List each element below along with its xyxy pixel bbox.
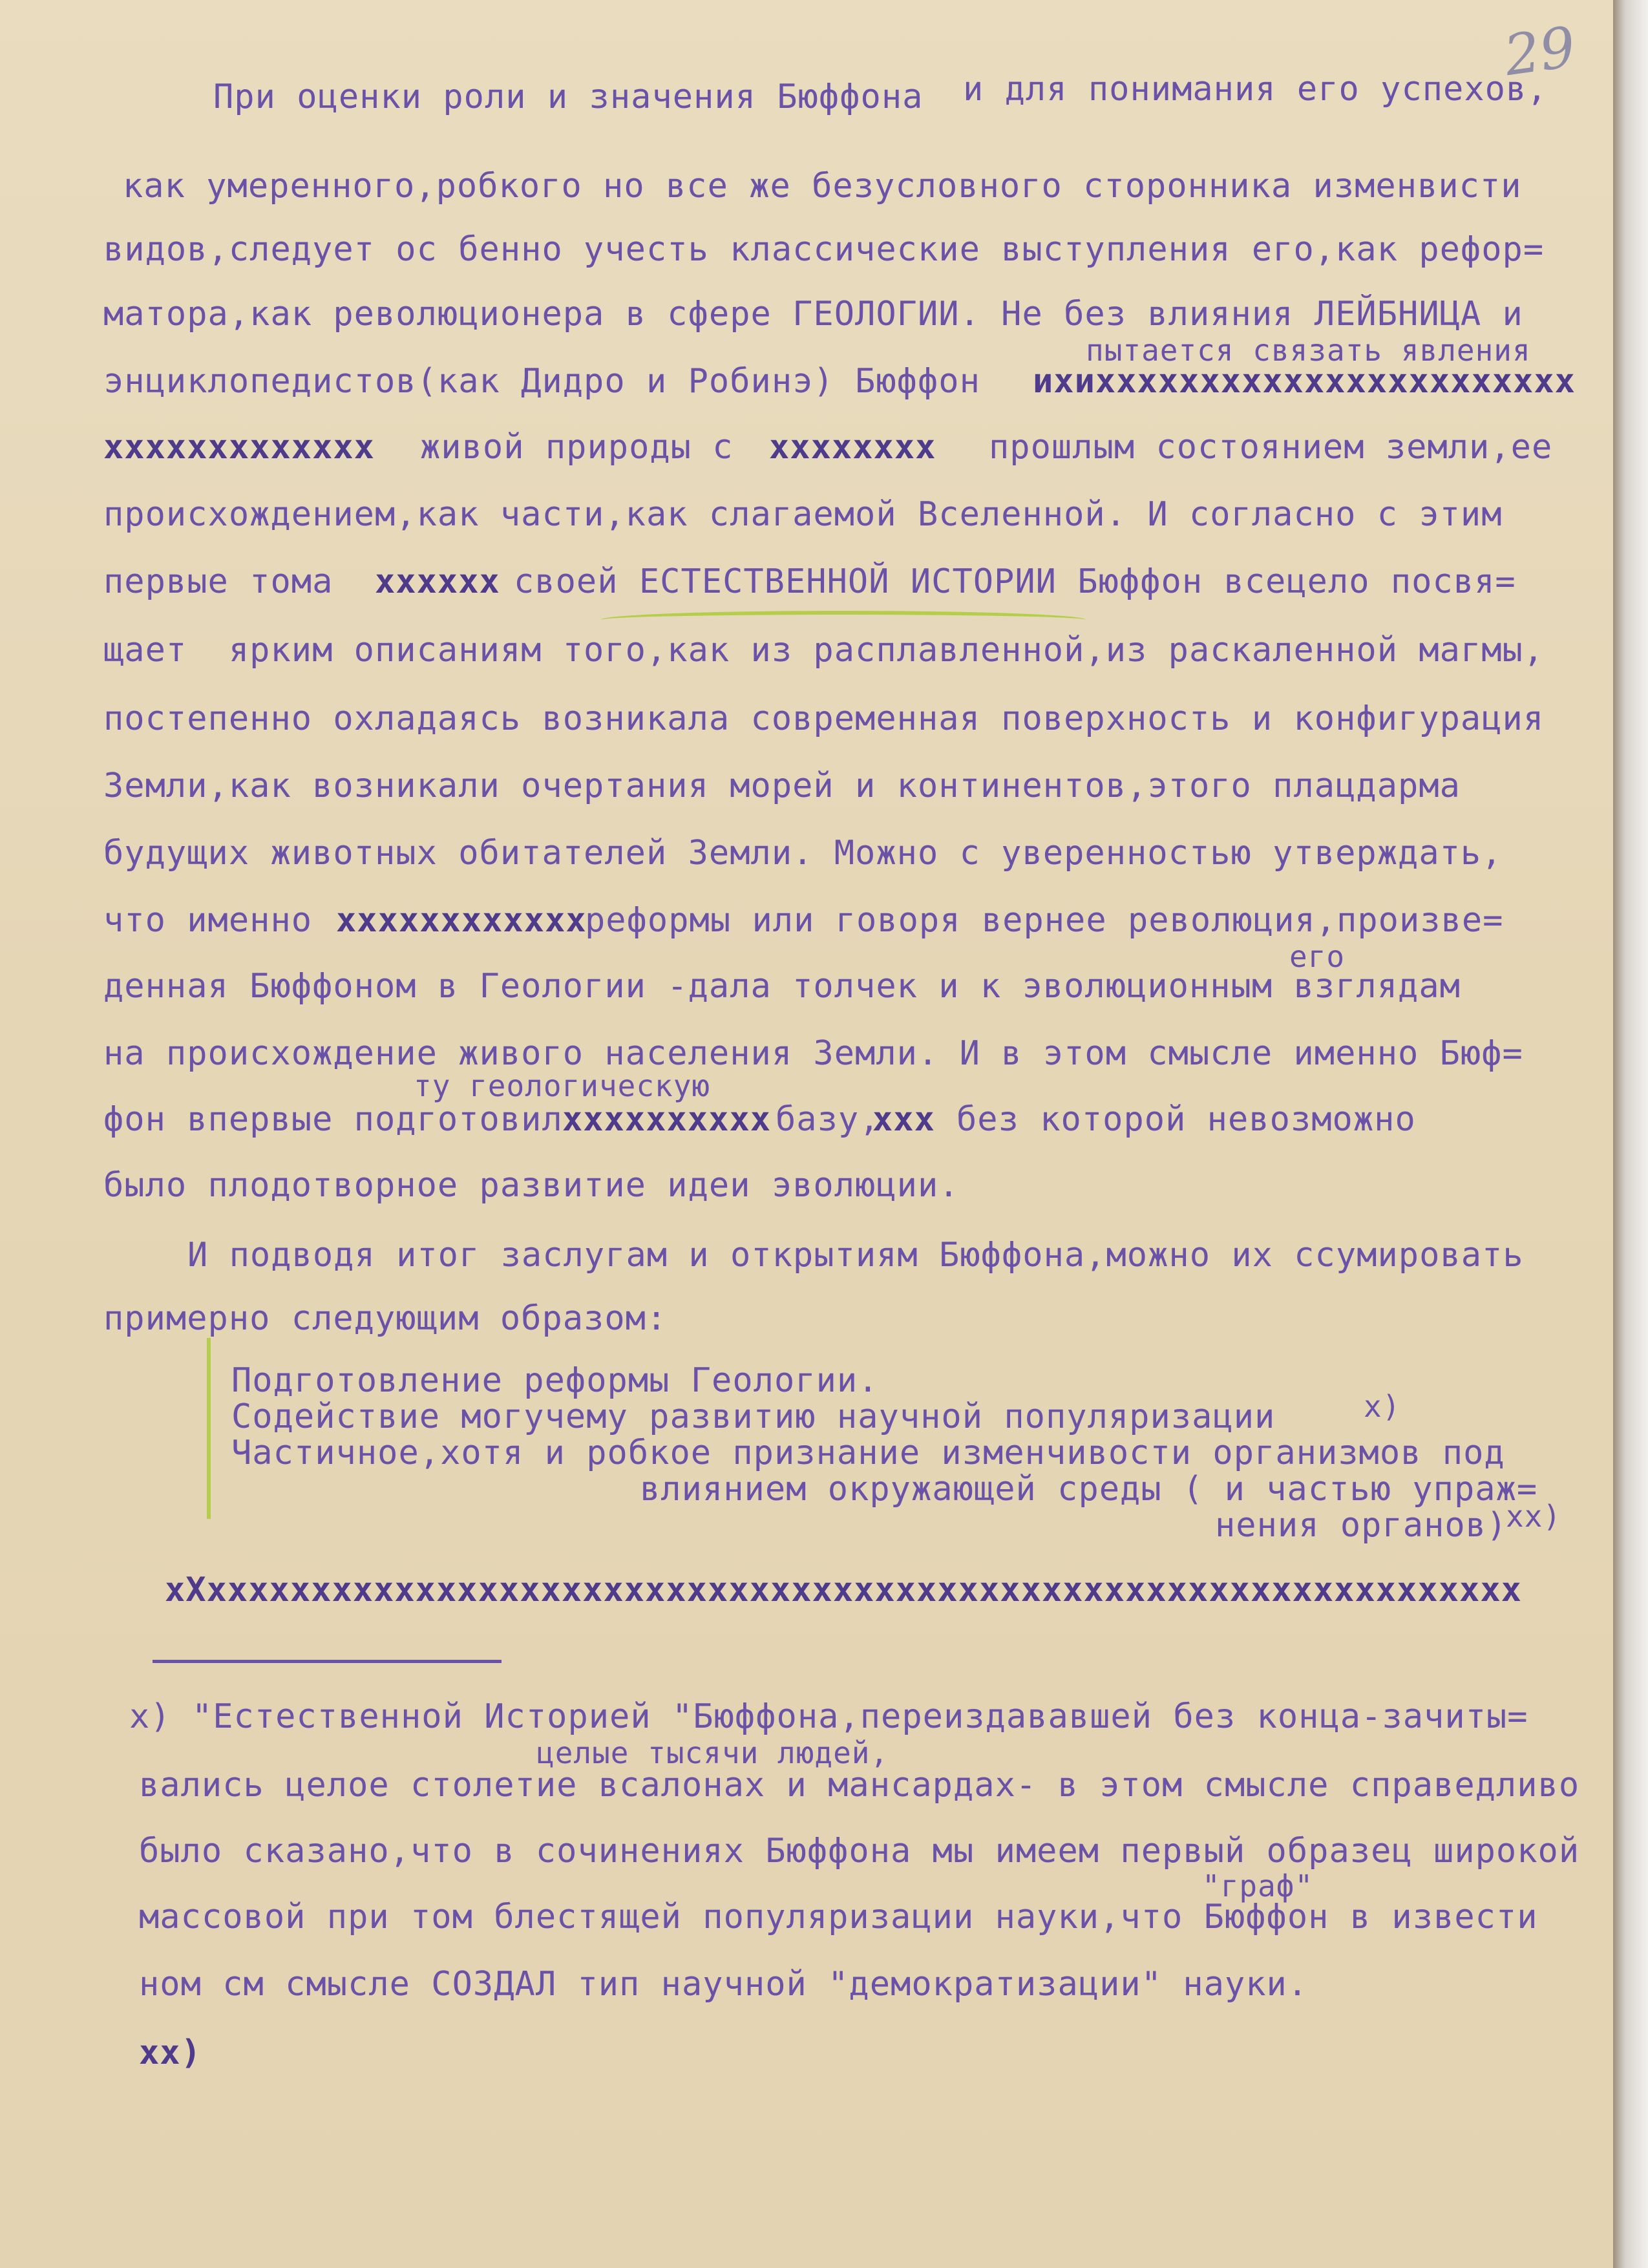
text-line: примерно следующим образом: bbox=[103, 1299, 668, 1338]
text-line: будущих животных обитателей Земли. Можно с уверенностью утверждать, bbox=[103, 834, 1503, 873]
page-number: 29 bbox=[1500, 14, 1579, 89]
interlinear-insertion: целые тысячи людей, bbox=[536, 1735, 889, 1770]
text-line: прошлым состоянием земли,ее bbox=[989, 428, 1553, 467]
interlinear-insertion: "граф" bbox=[1202, 1869, 1314, 1903]
footnote-marker: x) bbox=[1364, 1389, 1401, 1424]
footnote-line: было сказано,что в сочинениях Бюффона мы имеем первый образец широкой bbox=[139, 1832, 1580, 1871]
list-item: влиянием окружающей среды ( и частью упраж= bbox=[640, 1470, 1538, 1509]
struck-out-text: хххххххххх bbox=[562, 1100, 772, 1139]
text-line: на происхождение живого населения Земли. И в этом смысле именно Бюф= bbox=[103, 1034, 1523, 1073]
scan-edge bbox=[1613, 0, 1648, 2268]
interlinear-insertion: ту геологическую bbox=[414, 1068, 711, 1103]
text-line: базу, bbox=[776, 1100, 880, 1139]
text-line: реформы или говоря вернее революция,произве= bbox=[585, 901, 1504, 940]
footnote-marker: xx) bbox=[1506, 1499, 1562, 1534]
text-line: и для понимания его успехов, bbox=[963, 70, 1548, 109]
text-line: При оценки роли и значения Бюффона bbox=[213, 78, 924, 116]
struck-out-text: ихиxxxxxxxxxxxxxxxxxxxxxхх bbox=[1033, 362, 1576, 401]
list-item: нения органов) bbox=[1215, 1506, 1508, 1545]
interlinear-insertion: пытается связать явления bbox=[1086, 333, 1531, 368]
green-margin-mark bbox=[207, 1338, 211, 1519]
interlinear-insertion: его bbox=[1289, 939, 1346, 974]
text-line: своей ЕСТЕСТВЕННОЙ ИСТОРИИ Бюффон всецело посвя= bbox=[514, 562, 1516, 601]
footnote-line: ном см смысле СОЗДАЛ тип научной "демократизации" науки. bbox=[139, 1965, 1309, 2004]
list-item: Содействие могучему развитию научной популяризации bbox=[231, 1397, 1276, 1436]
text-line: происхождением,как части,как слагаемой Вселенной. И согласно с этим bbox=[103, 495, 1503, 534]
struck-out-text: ххх bbox=[872, 1100, 935, 1139]
footnote-line: массовой при том блестящей популяризации науки,что Бюффон в извести bbox=[139, 1898, 1538, 1936]
text-line: живой природы с bbox=[420, 428, 734, 467]
text-line: щает ярким описаниям того,как из расплавленной,из раскаленной магмы, bbox=[103, 631, 1545, 670]
text-line: денная Бюффоном в Геологии -дала толчек и к эволюционным взглядам bbox=[103, 967, 1461, 1006]
green-underline bbox=[601, 611, 1086, 629]
footnote-line: х) "Естественной Историей "Бюффона,переиздававшей без конца-зачиты= bbox=[129, 1697, 1528, 1736]
text-line: как умеренного,робкого но все же безусловного сторонника изменвисти bbox=[123, 167, 1522, 206]
struck-out-text: хххххх bbox=[375, 562, 500, 601]
text-line: Земли,как возникали очертания морей и континентов,этого плацдарма bbox=[103, 767, 1461, 805]
text-line: первые тома bbox=[103, 562, 333, 601]
footnote-marker: xx) bbox=[139, 2033, 202, 2072]
text-line: матора,как революционера в сфере ГЕОЛОГИИ. Не без влияния ЛЕЙБНИЦА и bbox=[103, 295, 1523, 334]
struck-out-text: хххххххх bbox=[769, 428, 936, 467]
text-line: было плодотворное развитие идеи эволюции. bbox=[103, 1166, 960, 1205]
text-line: И подводя итог заслугам и открытиям Бюффона,можно их ссумировать bbox=[187, 1236, 1524, 1275]
text-line: без которой невозможно bbox=[956, 1100, 1416, 1139]
text-line: что именно bbox=[103, 901, 313, 940]
text-line: фон впервые подготовил bbox=[103, 1100, 563, 1139]
struck-out-text: хххххххххххх bbox=[336, 901, 587, 940]
struck-out-line: xXxxxxxxxxxxxxxxxxxxxxxxxxxxxxxxxxxxxxxxxxxxxxxxxxxxxxxxxxxxxxxxx bbox=[165, 1571, 1522, 1609]
text-line: видов,следует ос бенно учесть классические выступления его,как рефор= bbox=[103, 230, 1545, 269]
footnote-line: вались целое столетие всалонах и мансардах- в этом смысле справедливо bbox=[139, 1766, 1580, 1805]
text-line: постепенно охладаясь возникала современная поверхность и конфигурация bbox=[103, 699, 1545, 738]
struck-out-text: ххххххххххххх bbox=[103, 428, 375, 467]
text-line: энциклопедистов(как Дидро и Робинэ) Бюффон bbox=[103, 362, 980, 401]
list-item: Частичное,хотя и робкое признание изменчивости организмов под bbox=[231, 1434, 1505, 1472]
footnote-rule bbox=[153, 1660, 502, 1663]
list-item: Подготовление реформы Геологии. bbox=[231, 1361, 879, 1400]
